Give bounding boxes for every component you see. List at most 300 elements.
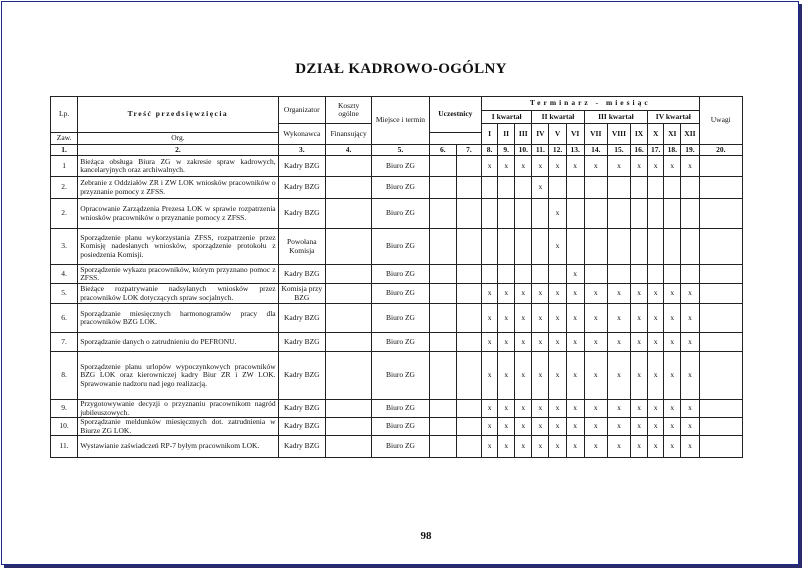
row-miejsce: Biuro ZG bbox=[372, 304, 429, 333]
row-org bbox=[456, 352, 481, 400]
column-number: 1. bbox=[51, 145, 78, 156]
month-cell bbox=[515, 265, 532, 284]
column-number: 2. bbox=[78, 145, 278, 156]
month-cell: x bbox=[532, 352, 549, 400]
header-lp: Lp. bbox=[51, 97, 78, 133]
month-cell: x bbox=[607, 400, 630, 418]
month-cell: x bbox=[631, 418, 648, 436]
row-tresc: Zebranie z Oddziałów ZR i ZW LOK wniosków pracowników o przyznanie pomocy z ZFSS. bbox=[78, 177, 278, 199]
month-cell: x bbox=[607, 304, 630, 333]
month-cell: x bbox=[664, 418, 681, 436]
row-org bbox=[456, 156, 481, 177]
month-cell bbox=[607, 177, 630, 199]
page-title: DZIAŁ KADROWO-OGÓLNY bbox=[295, 61, 507, 77]
month-cell: x bbox=[681, 400, 699, 418]
month-cell: x bbox=[532, 436, 549, 458]
month-cell bbox=[631, 199, 648, 229]
month-cell: x bbox=[648, 156, 664, 177]
column-number: 14. bbox=[584, 145, 607, 156]
column-number: 19. bbox=[681, 145, 699, 156]
month-cell bbox=[498, 177, 515, 199]
row-tresc: Opracowanie Zarządzenia Prezesa LOK w sprawie rozpatrzenia wniosków pracowników o przyznanie pomocy z ZFSS. bbox=[78, 199, 278, 229]
row-org bbox=[456, 199, 481, 229]
column-number: 5. bbox=[372, 145, 429, 156]
month-cell: x bbox=[498, 400, 515, 418]
month-cell: x bbox=[607, 333, 630, 352]
header-month-3: III bbox=[515, 124, 532, 145]
month-cell: x bbox=[664, 156, 681, 177]
row-uwagi bbox=[699, 284, 742, 304]
month-cell: x bbox=[631, 333, 648, 352]
month-cell: x bbox=[664, 284, 681, 304]
row-miejsce: Biuro ZG bbox=[372, 436, 429, 458]
column-number: 7. bbox=[456, 145, 481, 156]
row-finansujacy bbox=[325, 400, 371, 418]
month-cell bbox=[607, 265, 630, 284]
table-row bbox=[51, 199, 743, 229]
month-cell: x bbox=[549, 436, 566, 458]
month-cell bbox=[607, 229, 630, 265]
month-cell: x bbox=[631, 352, 648, 400]
month-cell bbox=[631, 265, 648, 284]
month-cell: x bbox=[584, 352, 607, 400]
row-lp: 6. bbox=[51, 304, 78, 333]
month-cell: x bbox=[584, 418, 607, 436]
header-month-8: VIII bbox=[607, 124, 630, 145]
row-finansujacy bbox=[325, 304, 371, 333]
month-cell: x bbox=[482, 436, 498, 458]
row-finansujacy bbox=[325, 265, 371, 284]
row-lp: 5. bbox=[51, 284, 78, 304]
month-cell: x bbox=[549, 418, 566, 436]
month-cell: x bbox=[482, 352, 498, 400]
row-uwagi bbox=[699, 400, 742, 418]
row-org bbox=[456, 284, 481, 304]
row-miejsce: Biuro ZG bbox=[372, 265, 429, 284]
row-miejsce: Biuro ZG bbox=[372, 352, 429, 400]
column-number: 17. bbox=[648, 145, 664, 156]
month-cell: x bbox=[498, 284, 515, 304]
month-cell: x bbox=[549, 333, 566, 352]
table-body bbox=[51, 156, 743, 458]
month-cell: x bbox=[681, 418, 699, 436]
month-cell bbox=[681, 265, 699, 284]
row-finansujacy bbox=[325, 199, 371, 229]
month-cell bbox=[566, 177, 584, 199]
header-kwartal-2: II kwartał bbox=[532, 111, 584, 124]
row-finansujacy bbox=[325, 156, 371, 177]
row-finansujacy bbox=[325, 418, 371, 436]
row-lp: 7. bbox=[51, 333, 78, 352]
header-month-10: X bbox=[648, 124, 664, 145]
month-cell: x bbox=[631, 436, 648, 458]
row-finansujacy bbox=[325, 333, 371, 352]
month-cell: x bbox=[532, 304, 549, 333]
header-kwartal-4: IV kwartał bbox=[648, 111, 699, 124]
month-cell: x bbox=[549, 352, 566, 400]
row-wykonawca: Powołana Komisja bbox=[278, 229, 325, 265]
month-cell: x bbox=[498, 156, 515, 177]
month-cell: x bbox=[584, 333, 607, 352]
row-tresc: Sporządzenie planu urlopów wypoczynkowych pracowników BZG LOK oraz kierowniczej kadry Biur ZR i ZW LOK. Sprawowanie nadzoru nad jego realizacją. bbox=[78, 352, 278, 400]
table-row bbox=[51, 265, 743, 284]
row-miejsce: Biuro ZG bbox=[372, 284, 429, 304]
month-cell: x bbox=[532, 177, 549, 199]
row-zaw bbox=[429, 199, 456, 229]
month-cell: x bbox=[607, 418, 630, 436]
month-cell bbox=[648, 229, 664, 265]
row-wykonawca: Kadry BZG bbox=[278, 333, 325, 352]
header-zaw: Zaw. bbox=[51, 133, 78, 145]
header-month-12: XII bbox=[681, 124, 699, 145]
month-cell: x bbox=[549, 304, 566, 333]
month-cell: x bbox=[515, 304, 532, 333]
row-tresc: Sporządzanie danych o zatrudnieniu do PEFRONU. bbox=[78, 333, 278, 352]
column-number: 3. bbox=[278, 145, 325, 156]
month-cell: x bbox=[532, 333, 549, 352]
month-cell: x bbox=[631, 304, 648, 333]
month-cell bbox=[584, 177, 607, 199]
row-wykonawca: Kadry BZG bbox=[278, 352, 325, 400]
header-month-5: V bbox=[549, 124, 566, 145]
month-cell: x bbox=[584, 436, 607, 458]
column-number: 18. bbox=[664, 145, 681, 156]
row-tresc: Przygotowywanie decyzji o przyznaniu pracownikom nagród jubileuszowych. bbox=[78, 400, 278, 418]
month-cell: x bbox=[607, 156, 630, 177]
table-row bbox=[51, 177, 743, 199]
month-cell: x bbox=[482, 156, 498, 177]
row-tresc: Bieżące rozpatrywanie nadsyłanych wniosków przez pracowników LOK dotyczących spraw socjalnych. bbox=[78, 284, 278, 304]
month-cell bbox=[681, 199, 699, 229]
month-cell: x bbox=[584, 400, 607, 418]
header-month-7: VII bbox=[584, 124, 607, 145]
header-koszty: Koszty ogólne bbox=[325, 97, 371, 124]
month-cell: x bbox=[584, 156, 607, 177]
month-cell: x bbox=[549, 199, 566, 229]
row-miejsce: Biuro ZG bbox=[372, 229, 429, 265]
month-cell bbox=[664, 177, 681, 199]
header-miejsce: Miejsce i termin bbox=[372, 97, 429, 145]
row-wykonawca: Kadry BZG bbox=[278, 400, 325, 418]
column-number: 4. bbox=[325, 145, 371, 156]
row-lp: 10. bbox=[51, 418, 78, 436]
header-uczestnicy: Uczestnicy bbox=[429, 97, 481, 133]
month-cell: x bbox=[515, 418, 532, 436]
month-cell: x bbox=[681, 352, 699, 400]
month-cell: x bbox=[566, 418, 584, 436]
month-cell bbox=[664, 229, 681, 265]
table-row bbox=[51, 436, 743, 458]
row-org bbox=[456, 418, 481, 436]
row-zaw bbox=[429, 177, 456, 199]
column-number-row bbox=[51, 145, 743, 156]
row-miejsce: Biuro ZG bbox=[372, 156, 429, 177]
month-cell: x bbox=[607, 352, 630, 400]
row-zaw bbox=[429, 436, 456, 458]
row-wykonawca: Kadry BZG bbox=[278, 418, 325, 436]
header-month-2: II bbox=[498, 124, 515, 145]
table-row bbox=[51, 284, 743, 304]
month-cell: x bbox=[498, 304, 515, 333]
month-cell bbox=[549, 265, 566, 284]
month-cell: x bbox=[584, 284, 607, 304]
row-org bbox=[456, 265, 481, 284]
month-cell: x bbox=[648, 284, 664, 304]
month-cell: x bbox=[549, 400, 566, 418]
row-zaw bbox=[429, 229, 456, 265]
month-cell: x bbox=[515, 333, 532, 352]
month-cell bbox=[482, 265, 498, 284]
table-row bbox=[51, 352, 743, 400]
row-miejsce: Biuro ZG bbox=[372, 333, 429, 352]
month-cell: x bbox=[584, 304, 607, 333]
row-org bbox=[456, 229, 481, 265]
row-zaw bbox=[429, 156, 456, 177]
row-miejsce: Biuro ZG bbox=[372, 418, 429, 436]
row-tresc: Bieżąca obsługa Biura ZG w zakresie spraw kadrowych, kancelaryjnych oraz archiwalnych. bbox=[78, 156, 278, 177]
month-cell: x bbox=[566, 400, 584, 418]
month-cell: x bbox=[648, 436, 664, 458]
month-cell: x bbox=[532, 400, 549, 418]
header-kwartal-3: III kwartał bbox=[584, 111, 647, 124]
month-cell: x bbox=[498, 418, 515, 436]
row-zaw bbox=[429, 284, 456, 304]
month-cell bbox=[648, 177, 664, 199]
row-finansujacy bbox=[325, 229, 371, 265]
month-cell: x bbox=[532, 418, 549, 436]
table-row bbox=[51, 400, 743, 418]
month-cell: x bbox=[648, 352, 664, 400]
row-miejsce: Biuro ZG bbox=[372, 199, 429, 229]
month-cell bbox=[631, 177, 648, 199]
month-cell bbox=[584, 199, 607, 229]
month-cell: x bbox=[664, 436, 681, 458]
month-cell: x bbox=[515, 400, 532, 418]
month-cell bbox=[648, 199, 664, 229]
row-zaw bbox=[429, 333, 456, 352]
month-cell: x bbox=[631, 400, 648, 418]
month-cell: x bbox=[482, 333, 498, 352]
column-number: 12. bbox=[549, 145, 566, 156]
row-org bbox=[456, 400, 481, 418]
month-cell: x bbox=[498, 333, 515, 352]
month-cell: x bbox=[648, 304, 664, 333]
header-terminarz: Terminarz - miesiąc bbox=[482, 97, 700, 111]
row-tresc: Sporządzenie wykazu pracowników, którym przyznano pomoc z ZFSS. bbox=[78, 265, 278, 284]
month-cell: x bbox=[664, 304, 681, 333]
month-cell: x bbox=[631, 156, 648, 177]
month-cell: x bbox=[681, 156, 699, 177]
row-zaw bbox=[429, 400, 456, 418]
month-cell bbox=[482, 229, 498, 265]
row-finansujacy bbox=[325, 177, 371, 199]
month-cell bbox=[664, 199, 681, 229]
table-row bbox=[51, 229, 743, 265]
month-cell: x bbox=[515, 436, 532, 458]
month-cell bbox=[607, 199, 630, 229]
month-cell: x bbox=[566, 156, 584, 177]
row-uwagi bbox=[699, 265, 742, 284]
month-cell bbox=[498, 229, 515, 265]
row-uwagi bbox=[699, 352, 742, 400]
column-number: 20. bbox=[699, 145, 742, 156]
row-uwagi bbox=[699, 199, 742, 229]
row-zaw bbox=[429, 304, 456, 333]
month-cell: x bbox=[648, 333, 664, 352]
row-tresc: Sporządzanie miesięcznych harmonogramów pracy dla pracowników BZG LOK. bbox=[78, 304, 278, 333]
schedule-table bbox=[50, 96, 743, 458]
row-lp: 4. bbox=[51, 265, 78, 284]
month-cell: x bbox=[532, 284, 549, 304]
month-cell: x bbox=[664, 333, 681, 352]
month-cell: x bbox=[549, 284, 566, 304]
table-row bbox=[51, 333, 743, 352]
header-month-11: XI bbox=[664, 124, 681, 145]
row-lp: 3. bbox=[51, 229, 78, 265]
month-cell bbox=[532, 229, 549, 265]
row-org bbox=[456, 333, 481, 352]
month-cell: x bbox=[566, 333, 584, 352]
month-cell: x bbox=[482, 418, 498, 436]
month-cell bbox=[515, 229, 532, 265]
month-cell: x bbox=[498, 352, 515, 400]
page-number: 98 bbox=[420, 530, 432, 542]
row-tresc: Wystawianie zaświadczeń RP-7 byłym pracownikom LOK. bbox=[78, 436, 278, 458]
row-uwagi bbox=[699, 156, 742, 177]
month-cell bbox=[681, 229, 699, 265]
month-cell: x bbox=[648, 418, 664, 436]
header-uwagi: Uwagi bbox=[699, 97, 742, 145]
row-lp: 9. bbox=[51, 400, 78, 418]
header-month-9: IX bbox=[631, 124, 648, 145]
row-lp: 11. bbox=[51, 436, 78, 458]
row-wykonawca: Kadry BZG bbox=[278, 177, 325, 199]
month-cell bbox=[664, 265, 681, 284]
month-cell: x bbox=[498, 436, 515, 458]
row-finansujacy bbox=[325, 352, 371, 400]
row-uwagi bbox=[699, 436, 742, 458]
header-org: Org. bbox=[78, 133, 278, 145]
month-cell bbox=[498, 199, 515, 229]
month-cell: x bbox=[515, 284, 532, 304]
row-uwagi bbox=[699, 333, 742, 352]
row-tresc: Sporządzanie meldunków miesięcznych dot. zatrudnienia w Biurze ZG LOK. bbox=[78, 418, 278, 436]
row-zaw bbox=[429, 352, 456, 400]
table-row bbox=[51, 156, 743, 177]
month-cell: x bbox=[515, 352, 532, 400]
month-cell: x bbox=[681, 284, 699, 304]
month-cell: x bbox=[664, 352, 681, 400]
month-cell: x bbox=[681, 304, 699, 333]
column-number: 13. bbox=[566, 145, 584, 156]
month-cell: x bbox=[664, 400, 681, 418]
month-cell bbox=[515, 199, 532, 229]
month-cell: x bbox=[482, 304, 498, 333]
column-number: 11. bbox=[532, 145, 549, 156]
row-zaw bbox=[429, 418, 456, 436]
month-cell: x bbox=[681, 436, 699, 458]
table-row bbox=[51, 304, 743, 333]
column-number: 9. bbox=[498, 145, 515, 156]
row-uwagi bbox=[699, 177, 742, 199]
row-wykonawca: Kadry BZG bbox=[278, 156, 325, 177]
header-month-1: I bbox=[482, 124, 498, 145]
row-uwagi bbox=[699, 229, 742, 265]
row-wykonawca: Kadry BZG bbox=[278, 199, 325, 229]
month-cell: x bbox=[515, 156, 532, 177]
month-cell bbox=[681, 177, 699, 199]
month-cell bbox=[648, 265, 664, 284]
row-finansujacy bbox=[325, 284, 371, 304]
month-cell: x bbox=[607, 436, 630, 458]
row-wykonawca: Kadry BZG bbox=[278, 265, 325, 284]
month-cell: x bbox=[566, 284, 584, 304]
row-lp: 1 bbox=[51, 156, 78, 177]
month-cell: x bbox=[631, 284, 648, 304]
row-lp: 2. bbox=[51, 177, 78, 199]
month-cell bbox=[532, 265, 549, 284]
month-cell: x bbox=[566, 352, 584, 400]
month-cell bbox=[584, 229, 607, 265]
row-tresc: Sporządzenie planu wykorzystania ZFSS, rozpatrzenie przez Komisję nadesłanych wniosków, sporządzenie protokołu z posiedzenia Komisji. bbox=[78, 229, 278, 265]
header-organizator: Organizator bbox=[278, 97, 325, 124]
header-month-6: VI bbox=[566, 124, 584, 145]
row-lp: 2. bbox=[51, 199, 78, 229]
row-org bbox=[456, 304, 481, 333]
month-cell bbox=[584, 265, 607, 284]
month-cell: x bbox=[681, 333, 699, 352]
month-cell: x bbox=[566, 436, 584, 458]
header-tresc: Treść przedsięwzięcia bbox=[78, 97, 278, 133]
month-cell: x bbox=[566, 265, 584, 284]
row-org bbox=[456, 177, 481, 199]
month-cell: x bbox=[648, 400, 664, 418]
row-uwagi bbox=[699, 418, 742, 436]
month-cell bbox=[482, 177, 498, 199]
row-wykonawca: Kadry BZG bbox=[278, 304, 325, 333]
row-zaw bbox=[429, 265, 456, 284]
header-month-4: IV bbox=[532, 124, 549, 145]
month-cell bbox=[532, 199, 549, 229]
row-org bbox=[456, 436, 481, 458]
month-cell: x bbox=[607, 284, 630, 304]
row-miejsce: Biuro ZG bbox=[372, 177, 429, 199]
column-number: 15. bbox=[607, 145, 630, 156]
header-wykonawca: Wykonawca bbox=[278, 124, 325, 145]
month-cell bbox=[566, 229, 584, 265]
table-row bbox=[51, 418, 743, 436]
month-cell bbox=[549, 177, 566, 199]
month-cell: x bbox=[532, 156, 549, 177]
row-finansujacy bbox=[325, 436, 371, 458]
header-finansujacy: Finansujący bbox=[325, 124, 371, 145]
month-cell: x bbox=[482, 284, 498, 304]
row-wykonawca: Komisja przy BZG bbox=[278, 284, 325, 304]
month-cell bbox=[498, 265, 515, 284]
month-cell: x bbox=[549, 229, 566, 265]
month-cell: x bbox=[482, 400, 498, 418]
month-cell bbox=[631, 229, 648, 265]
column-number: 8. bbox=[482, 145, 498, 156]
month-cell: x bbox=[549, 156, 566, 177]
column-number: 10. bbox=[515, 145, 532, 156]
month-cell bbox=[566, 199, 584, 229]
column-number: 16. bbox=[631, 145, 648, 156]
column-number: 6. bbox=[429, 145, 456, 156]
month-cell bbox=[482, 199, 498, 229]
month-cell: x bbox=[566, 304, 584, 333]
row-lp: 8. bbox=[51, 352, 78, 400]
